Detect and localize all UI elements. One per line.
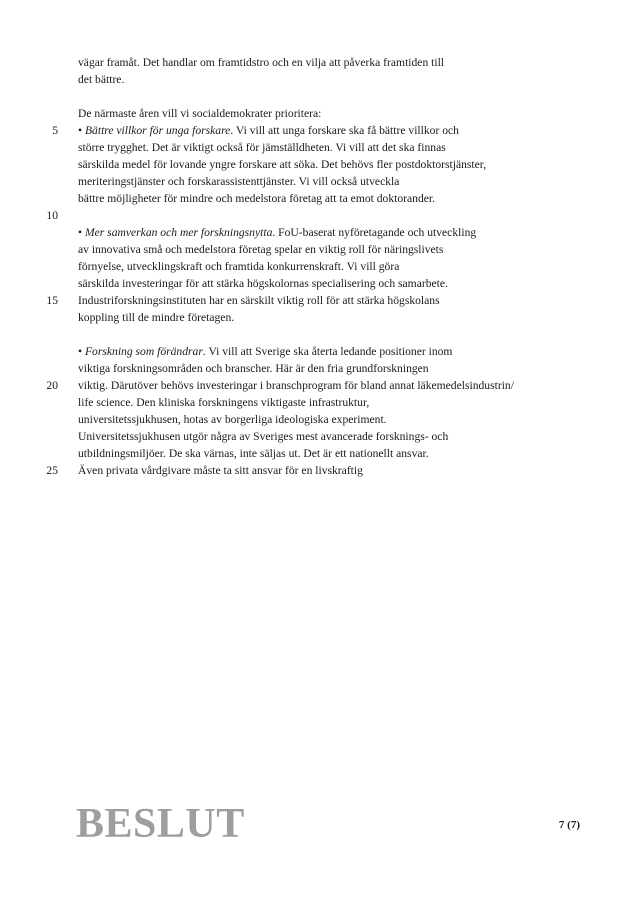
page-number: 7 (7) [558, 819, 580, 831]
text-line: det bättre. [78, 73, 125, 86]
text-line: särskilda medel för lovande yngre forskare att söka. Det behövs fler postdoktorstjänster, [78, 158, 487, 171]
text-line: större trygghet. Det är viktigt också för jämställdheten. Vi vill att det ska finnas [78, 141, 446, 154]
footer-title: BESLUT [76, 801, 245, 847]
text-line: life science. Den kliniska forskningens viktigaste infrastruktur, [78, 396, 370, 409]
line-number: 25 [46, 464, 58, 477]
text-line: bättre möjligheter för mindre och medelstora företag att ta emot doktorander. [78, 192, 436, 205]
text-line: viktig. Därutöver behövs investeringar i branschprogram för bland annat läkemedelsindustrin/ [78, 379, 514, 392]
text-line: av innovativa små och medelstora företag spelar en viktig roll för näringslivets [78, 243, 444, 256]
text-line: särskilda investeringar för att stärka högskolornas specialisering och samarbete. [78, 277, 448, 290]
line-number: 5 [52, 124, 58, 137]
text-line: koppling till de mindre företagen. [78, 311, 235, 324]
text-line: vägar framåt. Det handlar om framtidstro och en vilja att påverka framtiden till [78, 56, 445, 69]
text-line: Industriforskningsinstituten har en särskilt viktig roll för att stärka högskolans [78, 294, 440, 307]
bullet-line: • Mer samverkan och mer forskningsnytta. FoU-baserat nyföretagande och utveckling [78, 226, 477, 239]
text-line: Även privata vårdgivare måste ta sitt ansvar för en livskraftig [78, 464, 363, 477]
line-number: 20 [46, 379, 58, 392]
text-line: Universitetssjukhusen utgör några av Sveriges mest avancerade forsknings- och [78, 430, 449, 443]
bullet-line: • Forskning som förändrar. Vi vill att Sverige ska återta ledande positioner inom [78, 345, 453, 358]
text-line: De närmaste åren vill vi socialdemokrater prioritera: [78, 107, 322, 120]
text-line: meriteringstjänster och forskarassistenttjänster. Vi vill också utveckla [78, 175, 400, 188]
bullet-line: • Bättre villkor för unga forskare. Vi vill att unga forskare ska få bättre villkor och [78, 124, 459, 137]
text-line: utbildningsmiljöer. De ska värnas, inte säljas ut. Det är ett nationellt ansvar. [78, 447, 429, 460]
line-number: 15 [46, 294, 58, 307]
text-line: viktiga forskningsområden och branscher. Här är den fria grundforskningen [78, 362, 429, 375]
line-number: 10 [46, 209, 58, 222]
text-line: förnyelse, utvecklingskraft och framtida konkurrenskraft. Vi vill göra [78, 260, 400, 273]
text-line: universitetssjukhusen, hotas av borgerliga ideologiska experiment. [78, 413, 387, 426]
